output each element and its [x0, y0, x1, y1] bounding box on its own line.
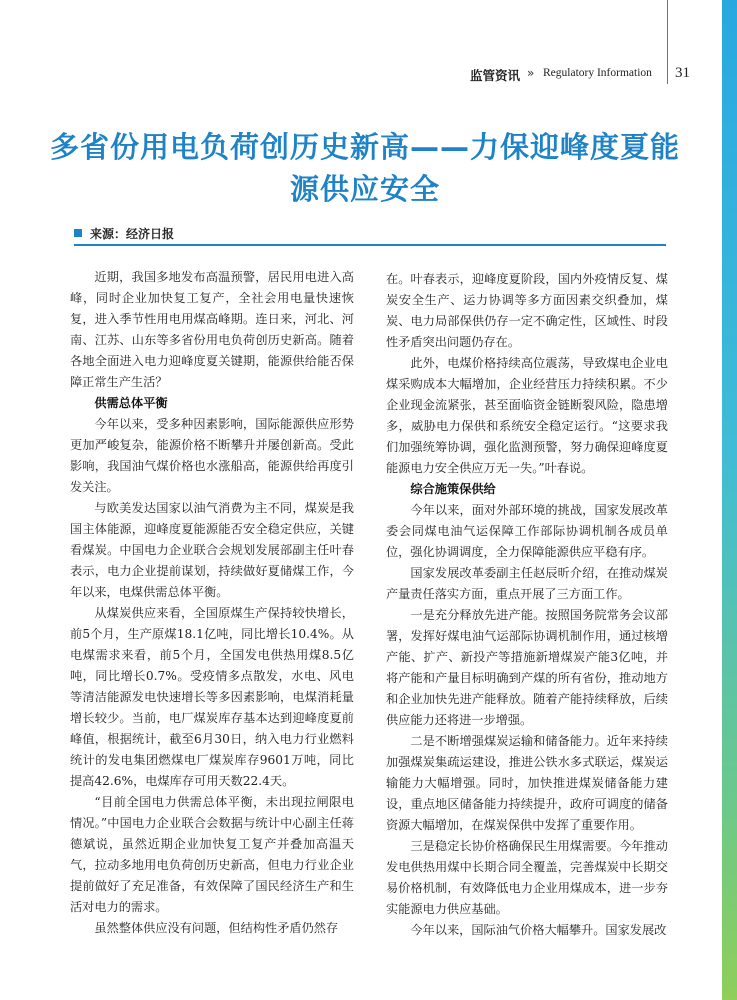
paragraph: 此外，电煤价格持续高位震荡，导致煤电企业电煤采购成本大幅增加，企业经营压力持续积累。不少企业现金流紧张，甚至面临资金链断裂风险，隐患增多，威胁电力保供和系统安全稳定运行。“这要求我们加强统筹协调，强化监测预警，努力确保迎峰度夏能源电力安全供应万无一失。”叶春说。 — [386, 356, 668, 475]
paragraph: 与欧美发达国家以油气消费为主不同，煤炭是我国主体能源，迎峰度夏能源能否安全稳定供应，关键看煤炭。中国电力企业联合会规划发展部副主任叶春表示，电力企业提前谋划，持续做好夏储煤工作，今年以来，电煤供需总体平衡。 — [70, 501, 354, 599]
paragraph: 今年以来，面对外部环境的挑战，国家发展改革委会同煤电油气运保障工作部际协调机制各成员单位，强化协调调度，全力保障能源供应平稳有序。 — [386, 503, 668, 559]
paragraph: 近期，我国多地发布高温预警，居民用电进入高峰，同时企业加快复工复产，全社会用电量快速恢复，进入季节性用电用煤高峰期。连日来，河北、河南、江苏、山东等多省份用电负荷创历史新高。随着各地全面进入电力迎峰度夏关键期，能源供给能否保障正常生产生活？ — [70, 270, 354, 389]
article-title: 多省份用电负荷创历史新高——力保迎峰度夏能源供应安全 — [49, 130, 680, 206]
paragraph: 一是充分释放先进产能。按照国务院常务会议部署，发挥好煤电油气运部际协调机制作用，通过核增产能、扩产、新投产等措施新增煤炭产能3亿吨，并将产能和产量目标明确到产煤的所有省份，推动地方和企业加快先进产能释放。随着产能持续释放，后续供应能力还将进一步增强。 — [386, 608, 668, 727]
paragraph: 虽然整体供应没有问题，但结构性矛盾仍然存 — [94, 921, 339, 935]
paragraph: 国家发展改革委副主任赵辰昕介绍，在推动煤炭产量责任落实方面，重点开展了三方面工作。 — [386, 566, 668, 601]
section-heading: 综合施策保供给 — [410, 482, 496, 496]
paragraph: 从煤炭供应来看，全国原煤生产保持较快增长，前5个月，生产原煤18.1亿吨，同比增长10.4%。从电煤需求来看，前5个月，全国发电供热用煤8.5亿吨，同比增长0.7%。受疫情多点散发，水电、风电等清洁能源发电快速增长等多因素影响，电煤消耗量增长较少。当前，电厂煤炭库存基本达到迎峰度夏前峰值，根据统计，截至6月30日，纳入电力行业燃料统计的发电集团燃煤电厂煤炭库存9601万吨，同比提高42.6%，电煤库存可用天数22.4天。 — [70, 606, 354, 788]
paragraph: 二是不断增强煤炭运输和储备能力。近年来持续加强煤炭集疏运建设，推进公铁水多式联运，煤炭运输能力大幅增强。同时，加快推进煤炭储备能力建设，重点地区储备能力持续提升，政府可调度的储备资源大幅增加，在煤炭保供中发挥了重要作用。 — [386, 734, 668, 832]
page-number: 31 — [675, 65, 690, 81]
section-heading: 供需总体平衡 — [94, 396, 168, 410]
paragraph: 三是稳定长协价格确保民生用煤需要。今年推动发电供热用煤中长期合同全覆盖，完善煤炭中长期交易价格机制，有效降低电力企业用煤成本，进一步夯实能源电力供应基础。 — [386, 839, 668, 916]
paragraph: “目前全国电力供需总体平衡，未出现拉闸限电情况。”中国电力企业联合会数据与统计中心副主任蒋德斌说，虽然近期企业加快复工复产并叠加高温天气，拉动多地用电负荷创历史新高，但电力行业企业提前做好了充足准备，有效保障了国民经济生产和生活对电力的需求。 — [70, 795, 354, 914]
running-header — [0, 66, 666, 86]
paragraph: 今年以来，国际油气价格大幅攀升。国家发展改 — [410, 923, 667, 937]
section-title-cn: 监管资讯 — [470, 68, 521, 83]
paragraph: 今年以来，受多种因素影响，国际能源供应形势更加严峻复杂，能源价格不断攀升并屡创新高。受此影响，我国油气煤价格也水涨船高，能源供给再度引发关注。 — [70, 417, 354, 494]
article-column-right — [386, 269, 668, 941]
double-chevron-icon: » — [527, 66, 535, 80]
header-divider-line — [667, 0, 668, 84]
decorative-side-bar — [722, 0, 737, 1000]
title-rule — [74, 244, 666, 246]
section-title-en: Regulatory Information — [543, 67, 652, 79]
article-column-left — [70, 267, 354, 939]
paragraph: 在。叶春表示，迎峰度夏阶段，国内外疫情反复、煤炭安全生产、运力协调等多方面因素交织叠加，煤炭、电力局部保供仍存一定不确定性，区域性、时段性矛盾突出问题仍存在。 — [386, 272, 668, 349]
square-bullet-icon — [74, 229, 82, 237]
source-label: 来源：经济日报 — [90, 227, 175, 241]
